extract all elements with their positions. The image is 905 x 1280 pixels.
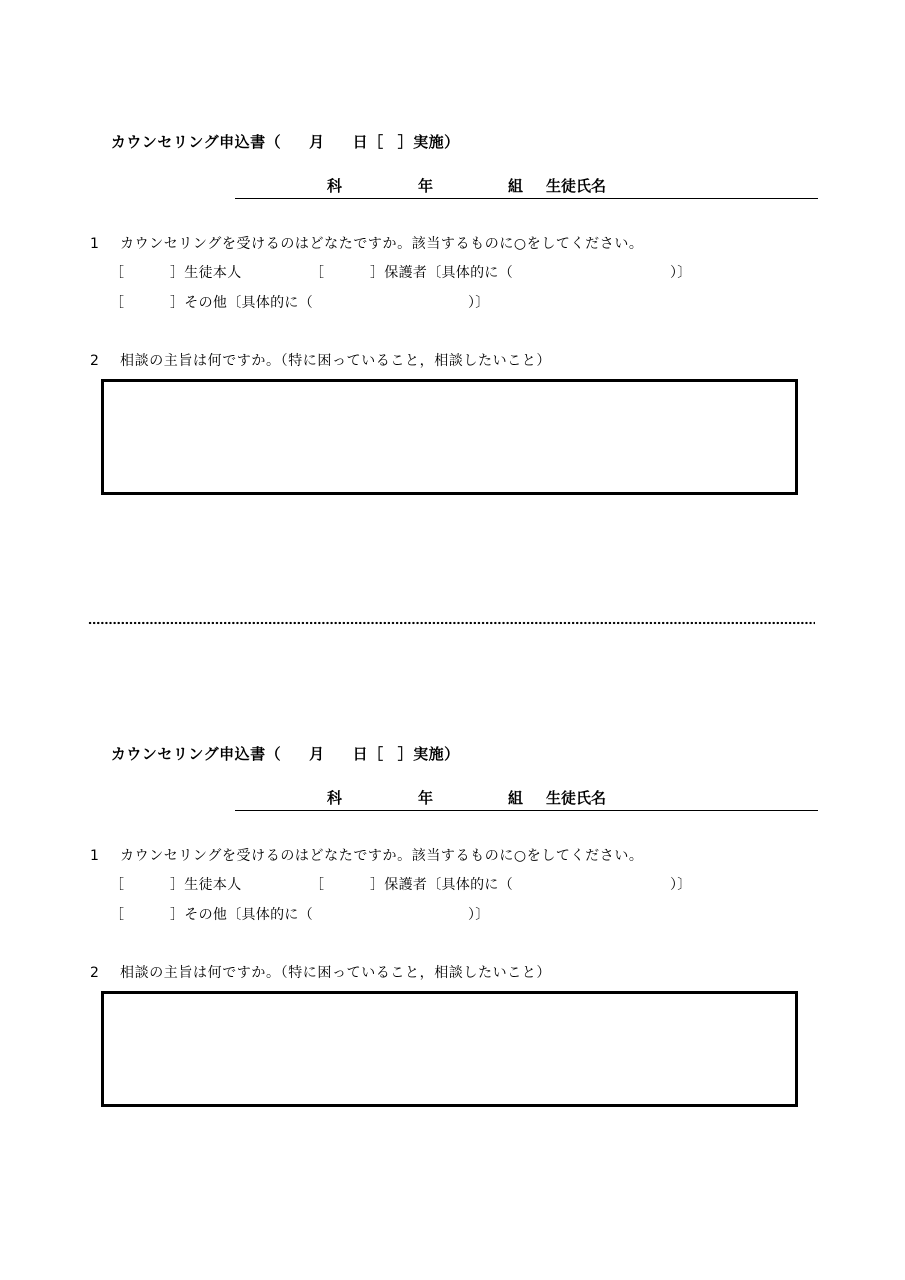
title-month: 月 bbox=[309, 745, 325, 763]
q1-number: 1 bbox=[90, 236, 100, 252]
student-name-field[interactable] bbox=[235, 810, 818, 811]
q2-answer-box[interactable] bbox=[101, 379, 798, 495]
student-name-field[interactable] bbox=[235, 198, 818, 199]
q1-text: カウンセリングを受けるのはどなたですか。該当するものに○をしてください。 bbox=[120, 848, 644, 864]
option-other-label: ］その他〔具体的に（ bbox=[170, 907, 313, 923]
q2-answer-box[interactable] bbox=[101, 991, 798, 1107]
title-close: ］実施） bbox=[397, 745, 460, 763]
option-other-close: ）〕 bbox=[468, 907, 490, 923]
form-title bbox=[88, 732, 460, 777]
title-heading: カウンセリング申込書（ bbox=[110, 745, 282, 763]
q2-number: 2 bbox=[90, 353, 100, 369]
option-guardian-label: ］保護者〔具体的に（ bbox=[370, 265, 513, 281]
option-other-bracket[interactable]: ［ bbox=[110, 295, 125, 311]
option-other-label: ］その他〔具体的に（ bbox=[170, 295, 313, 311]
option-guardian-close: ）〕 bbox=[670, 265, 692, 281]
option-guardian-bracket[interactable]: ［ bbox=[310, 877, 325, 893]
q1-number: 1 bbox=[90, 848, 100, 864]
student-name-label: 生徒氏名 bbox=[546, 177, 607, 195]
student-name-label: 生徒氏名 bbox=[546, 789, 607, 807]
title-close: ］実施） bbox=[397, 133, 460, 151]
option-student-label: ］生徒本人 bbox=[170, 265, 242, 281]
form-title bbox=[88, 120, 460, 165]
option-guardian-label: ］保護者〔具体的に（ bbox=[370, 877, 513, 893]
title-heading: カウンセリング申込書（ bbox=[110, 133, 282, 151]
option-student-bracket[interactable]: ［ bbox=[110, 877, 125, 893]
option-student-bracket[interactable]: ［ bbox=[110, 265, 125, 281]
q2-text: 相談の主旨は何ですか。（特に困っていること，相談したいこと） bbox=[120, 965, 551, 981]
option-other-close: ）〕 bbox=[468, 295, 490, 311]
counseling-form-2 bbox=[0, 612, 905, 1012]
q2-text: 相談の主旨は何ですか。（特に困っていること，相談したいこと） bbox=[120, 353, 551, 369]
title-day: 日［ bbox=[352, 745, 384, 763]
title-day: 日［ bbox=[352, 133, 384, 151]
dept-label: 科 bbox=[327, 789, 343, 807]
class-label: 組 bbox=[508, 789, 524, 807]
option-guardian-bracket[interactable]: ［ bbox=[310, 265, 325, 281]
counseling-form-1 bbox=[0, 0, 905, 400]
year-label: 年 bbox=[418, 789, 434, 807]
q1-text: カウンセリングを受けるのはどなたですか。該当するものに○をしてください。 bbox=[120, 236, 644, 252]
year-label: 年 bbox=[418, 177, 434, 195]
title-month: 月 bbox=[309, 133, 325, 151]
dept-label: 科 bbox=[327, 177, 343, 195]
option-student-label: ］生徒本人 bbox=[170, 877, 242, 893]
option-other-bracket[interactable]: ［ bbox=[110, 907, 125, 923]
option-guardian-close: ）〕 bbox=[670, 877, 692, 893]
class-label: 組 bbox=[508, 177, 524, 195]
q2-number: 2 bbox=[90, 965, 100, 981]
